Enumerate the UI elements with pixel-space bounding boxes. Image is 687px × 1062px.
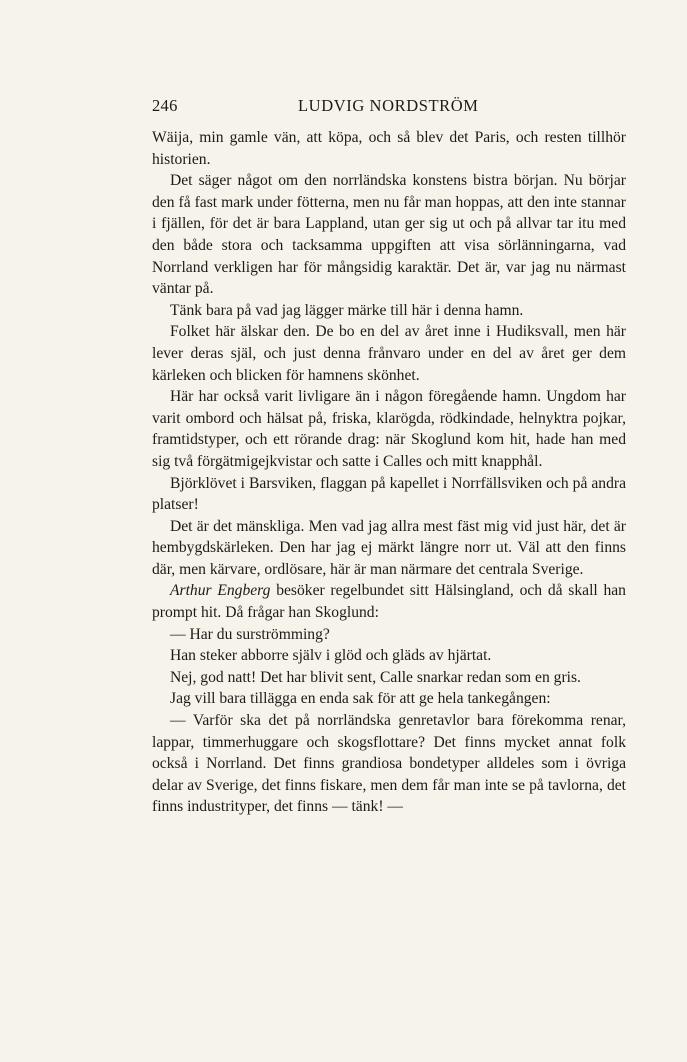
body-text [152, 127, 626, 818]
paragraph: Björklövet i Barsviken, flaggan på kapellet i Norrfällsviken och på andra platser! [152, 474, 626, 514]
running-title: LUDVIG NORDSTRÖM [298, 96, 479, 115]
paragraph: Det säger något om den norrländska konstens bistra början. Nu börjar den få fast mark under fötterna, men nu får man hoppas, att den inte stannar i fjällen, för det är bara Lappland, utan ger sig ut och på allvar tar itu med den både stora och tacksamma uppgiften att visa sörlänningarna, vad Norrland verkligen har för mångsidig karaktär. Det är, var jag nu närmast väntar på. [152, 172, 626, 298]
paragraph: Nej, god natt! Det har blivit sent, Calle snarkar redan som en gris. [170, 668, 581, 686]
paragraph: Wäija, min gamle vän, att köpa, och så blev det Paris, och resten tillhör historien. [152, 129, 626, 168]
person-name: Arthur Engberg [170, 582, 271, 600]
paragraph-text: besöker regelbundet sitt Hälsingland, och då skall han prompt hit. Då frågar han Skoglund: [152, 582, 626, 622]
paragraph: — Varför ska det på norrländska genretavlor bara förekomma renar, lappar, timmerhuggare och skogsflottare? Det finns mycket annat folk också i Norrland. Det finns grandiosa bondetyper alldeles som i övriga delar av Sverige, det finns fiskare, men dem får man inte se på tavlorna, det finns industrityper, det finns — tänk! — [152, 712, 626, 816]
paragraph [152, 580, 626, 623]
paragraph: Här har också varit livligare än i någon föregående hamn. Ungdom har varit ombord och hälsat på, friska, klarögda, rödkindade, helnyktra pojkar, framtidstyper, och ett rörande drag: när Skoglund kom hit, hade han med sig två förgätmigejkvistar och satte i Calles och mitt knapphål. [152, 388, 626, 470]
paragraph: Jag vill bara tillägga en enda sak för att ge hela tankegången: [170, 690, 551, 708]
paragraph: Tänk bara på vad jag lägger märke till här i denna hamn. [170, 301, 524, 319]
paragraph: Han steker abborre själv i glöd och gläds av hjärtat. [170, 647, 492, 665]
paragraph: Det är det mänskliga. Men vad jag allra mest fäst mig vid just här, det är hembygdskärleken. Den har jag ej märkt längre norr ut. Väl att den finns där, men kärvare, ordlösare, här är man närmare det centrala Sverige. [152, 517, 626, 578]
paragraph: — Har du surströmming? [170, 625, 330, 643]
page-number: 246 [152, 96, 178, 115]
paragraph: Folket här älskar den. De bo en del av året inne i Hudiksvall, men här lever deras själ, och just denna frånvaro under en del av året ger dem kärleken och blicken för hamnens skönhet. [152, 323, 626, 384]
page-header [152, 96, 628, 118]
